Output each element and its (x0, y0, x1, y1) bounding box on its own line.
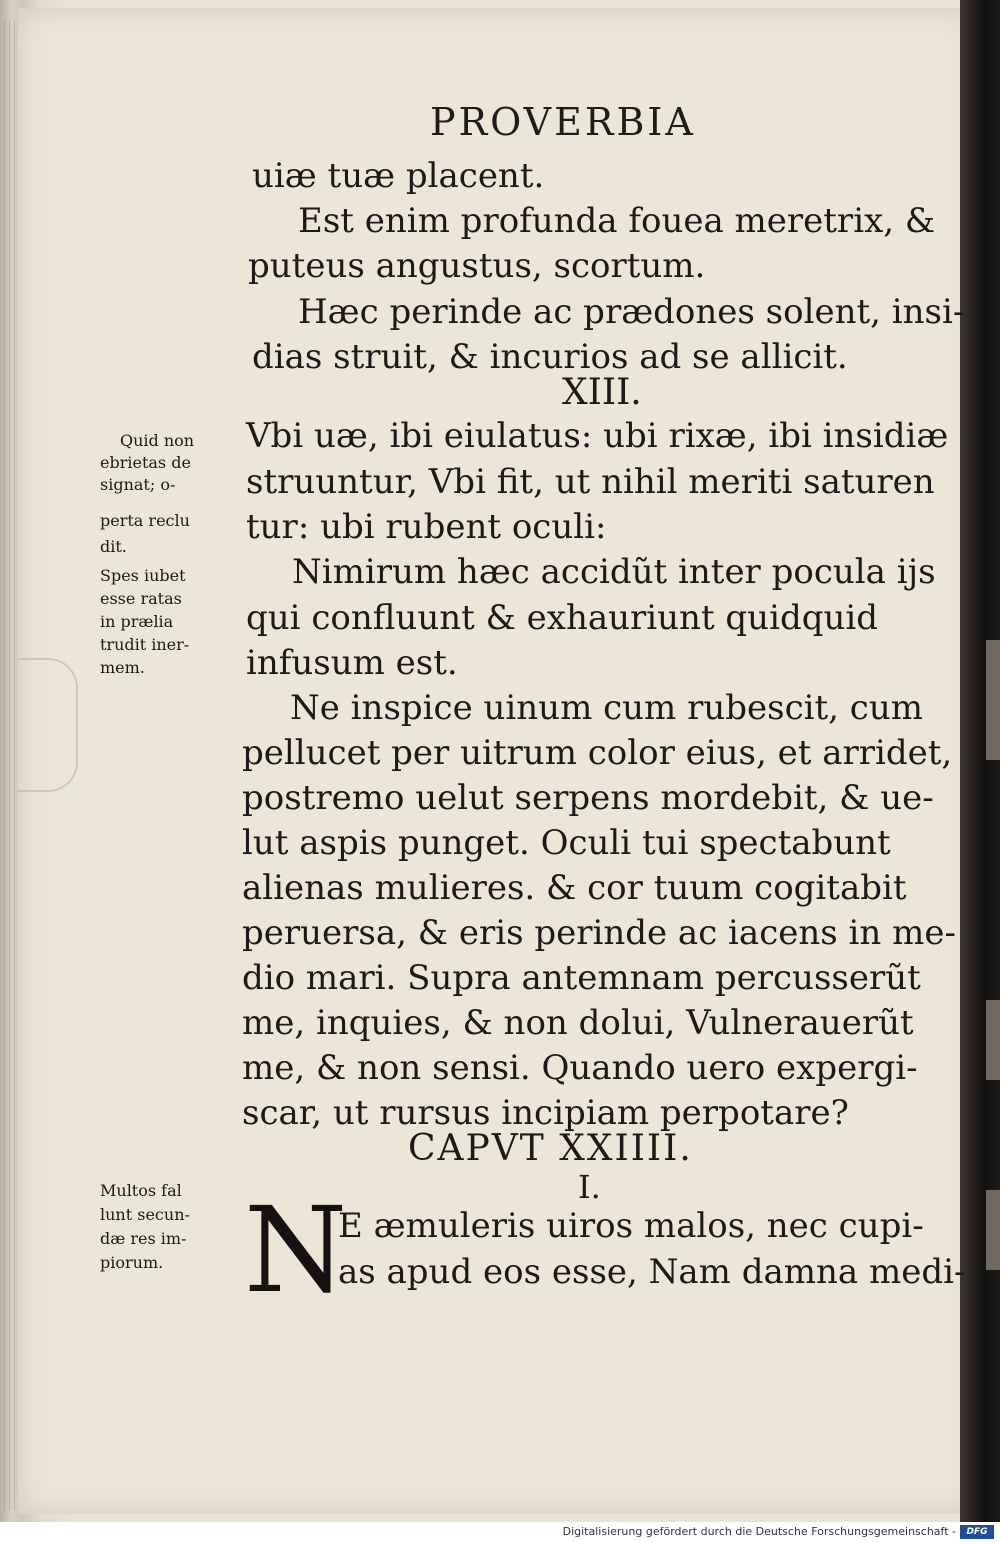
text-line: as apud eos esse, Nam damna medi- (338, 1252, 966, 1292)
text-line: alienas mulieres. & cor tuum cogitabit (242, 868, 907, 908)
funding-credit: Digitalisierung gefördert durch die Deutsche Forschungsgemeinschaft - (562, 1525, 956, 1538)
text-line: puteus angustus, scortum. (248, 246, 706, 286)
text-line: postremo uelut serpens mordebit, & ue- (242, 778, 934, 818)
text-line: Vbi uæ, ibi eiulatus: ubi rixæ, ibi insidiæ (246, 416, 949, 456)
text-line: pellucet per uitrum color eius, et arridet, (242, 733, 953, 773)
dfg-logo[interactable]: DFG (960, 1525, 994, 1539)
margin-note-line: Quid non (120, 431, 195, 450)
margin-note-line: perta reclu (100, 511, 190, 530)
section-number: XIII. (562, 372, 642, 413)
margin-note-line: lunt secun- (100, 1205, 190, 1224)
running-head: PROVERBIA (430, 100, 696, 144)
text-line: scar, ut rursus incipiam perpotare? (242, 1093, 849, 1133)
margin-note-line: Spes iubet (100, 566, 186, 585)
margin-note-line: mem. (100, 658, 145, 677)
text-line: tur: ubi rubent oculi: (246, 507, 607, 547)
margin-note-line: dit. (100, 537, 127, 556)
text-line: Ne inspice uinum cum rubescit, cum (290, 688, 923, 728)
footer-bar (0, 1522, 1000, 1542)
drop-capital: N (244, 1181, 348, 1319)
text-line: Est enim profunda fouea meretrix, & (298, 201, 936, 241)
spine-piece (986, 1000, 1000, 1080)
chapter-heading: CAPVT XXIIII. (408, 1128, 693, 1169)
margin-note-line: piorum. (100, 1253, 164, 1272)
text-line: lut aspis punget. Oculi tui spectabunt (242, 823, 891, 863)
text-line: dias struit, & incurios ad se allicit. (252, 337, 848, 377)
chapter-verse-number: I. (578, 1168, 601, 1206)
text-line: Hæc perinde ac prædones solent, insi- (298, 292, 965, 332)
margin-note-line: Multos fal (100, 1181, 182, 1200)
margin-note-line: trudit iner- (100, 635, 190, 654)
text-line: Nimirum hæc accidũt inter pocula ijs (292, 552, 936, 592)
text-line: infusum est. (246, 643, 458, 683)
margin-note-line: dæ res im- (100, 1229, 187, 1248)
text-line: qui confluunt & exhauriunt quidquid (246, 598, 879, 638)
margin-note-line: signat; o- (100, 475, 176, 494)
text-line: E æmuleris uiros malos, nec cupi- (338, 1206, 924, 1246)
text-line: uiæ tuæ placent. (252, 156, 545, 196)
clip-mark (18, 658, 78, 792)
margin-note-line: ebrietas de (100, 453, 191, 472)
text-line: dio mari. Supra antemnam percusserũt (242, 958, 921, 998)
text-line: struuntur, Vbi fit, ut nihil meriti saturen (246, 462, 935, 502)
margin-note-line: esse ratas (100, 589, 182, 608)
margin-note-line: in prælia (100, 612, 174, 631)
text-line: me, & non sensi. Quando uero expergi- (242, 1048, 918, 1088)
text-line: peruersa, & eris perinde ac iacens in me- (242, 913, 956, 953)
text-line: me, inquies, & non dolui, Vulnerauerũt (242, 1003, 914, 1043)
